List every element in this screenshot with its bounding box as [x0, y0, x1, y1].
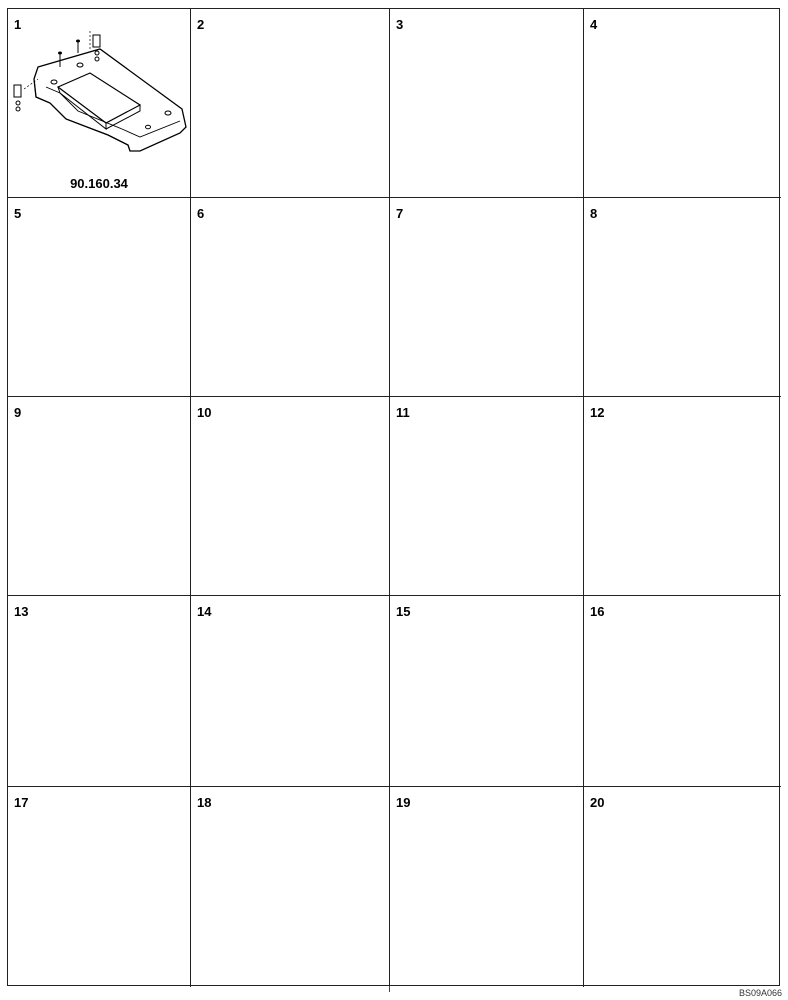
cell-number: 3 — [396, 17, 404, 32]
grid-cell-15[interactable] — [390, 596, 583, 786]
cell-number: 19 — [396, 795, 411, 810]
grid-cell-13[interactable] — [8, 596, 190, 786]
cell-number: 20 — [590, 795, 605, 810]
cell-number: 15 — [396, 604, 411, 619]
part-number: 90.160.34 — [70, 176, 128, 191]
reference-code: BS09A066 — [738, 988, 782, 998]
grid-cell-14[interactable] — [191, 596, 389, 786]
cell-number: 8 — [590, 206, 598, 221]
grid-cell-10[interactable] — [191, 397, 389, 595]
grid-cell-18[interactable] — [191, 787, 389, 987]
grid-cell-1[interactable] — [8, 9, 190, 197]
cell-number: 4 — [590, 17, 598, 32]
cell-number: 18 — [197, 795, 212, 810]
cell-number: 10 — [197, 405, 212, 420]
grid-cell-9[interactable] — [8, 397, 190, 595]
cell-number: 11 — [396, 405, 410, 420]
cell-number: 17 — [14, 795, 29, 810]
grid-cell-20[interactable] — [584, 787, 781, 987]
cell-number: 13 — [14, 604, 29, 619]
grid-cell-17[interactable] — [8, 787, 190, 987]
grid-cell-5[interactable] — [8, 198, 190, 396]
parts-grid — [7, 8, 780, 986]
grid-cell-16[interactable] — [584, 596, 781, 786]
cell-number: 2 — [197, 17, 205, 32]
cell-number: 1 — [14, 17, 22, 32]
grid-cell-2[interactable] — [191, 9, 389, 197]
cell-number: 6 — [197, 206, 205, 221]
grid-cell-12[interactable] — [584, 397, 781, 595]
grid-cell-8[interactable] — [584, 198, 781, 396]
console-cover-icon — [10, 27, 190, 167]
grid-cell-19[interactable] — [390, 787, 583, 987]
grid-cell-6[interactable] — [191, 198, 389, 396]
cell-number: 14 — [197, 604, 212, 619]
cell-number: 12 — [590, 405, 605, 420]
grid-cell-4[interactable] — [584, 9, 781, 197]
center-tick-mark — [389, 986, 390, 992]
cell-number: 16 — [590, 604, 605, 619]
grid-cell-3[interactable] — [390, 9, 583, 197]
cell-number: 9 — [14, 405, 22, 420]
grid-cell-11[interactable] — [390, 397, 583, 595]
cell-number: 5 — [14, 206, 22, 221]
cell-number: 7 — [396, 206, 404, 221]
grid-cell-7[interactable] — [390, 198, 583, 396]
